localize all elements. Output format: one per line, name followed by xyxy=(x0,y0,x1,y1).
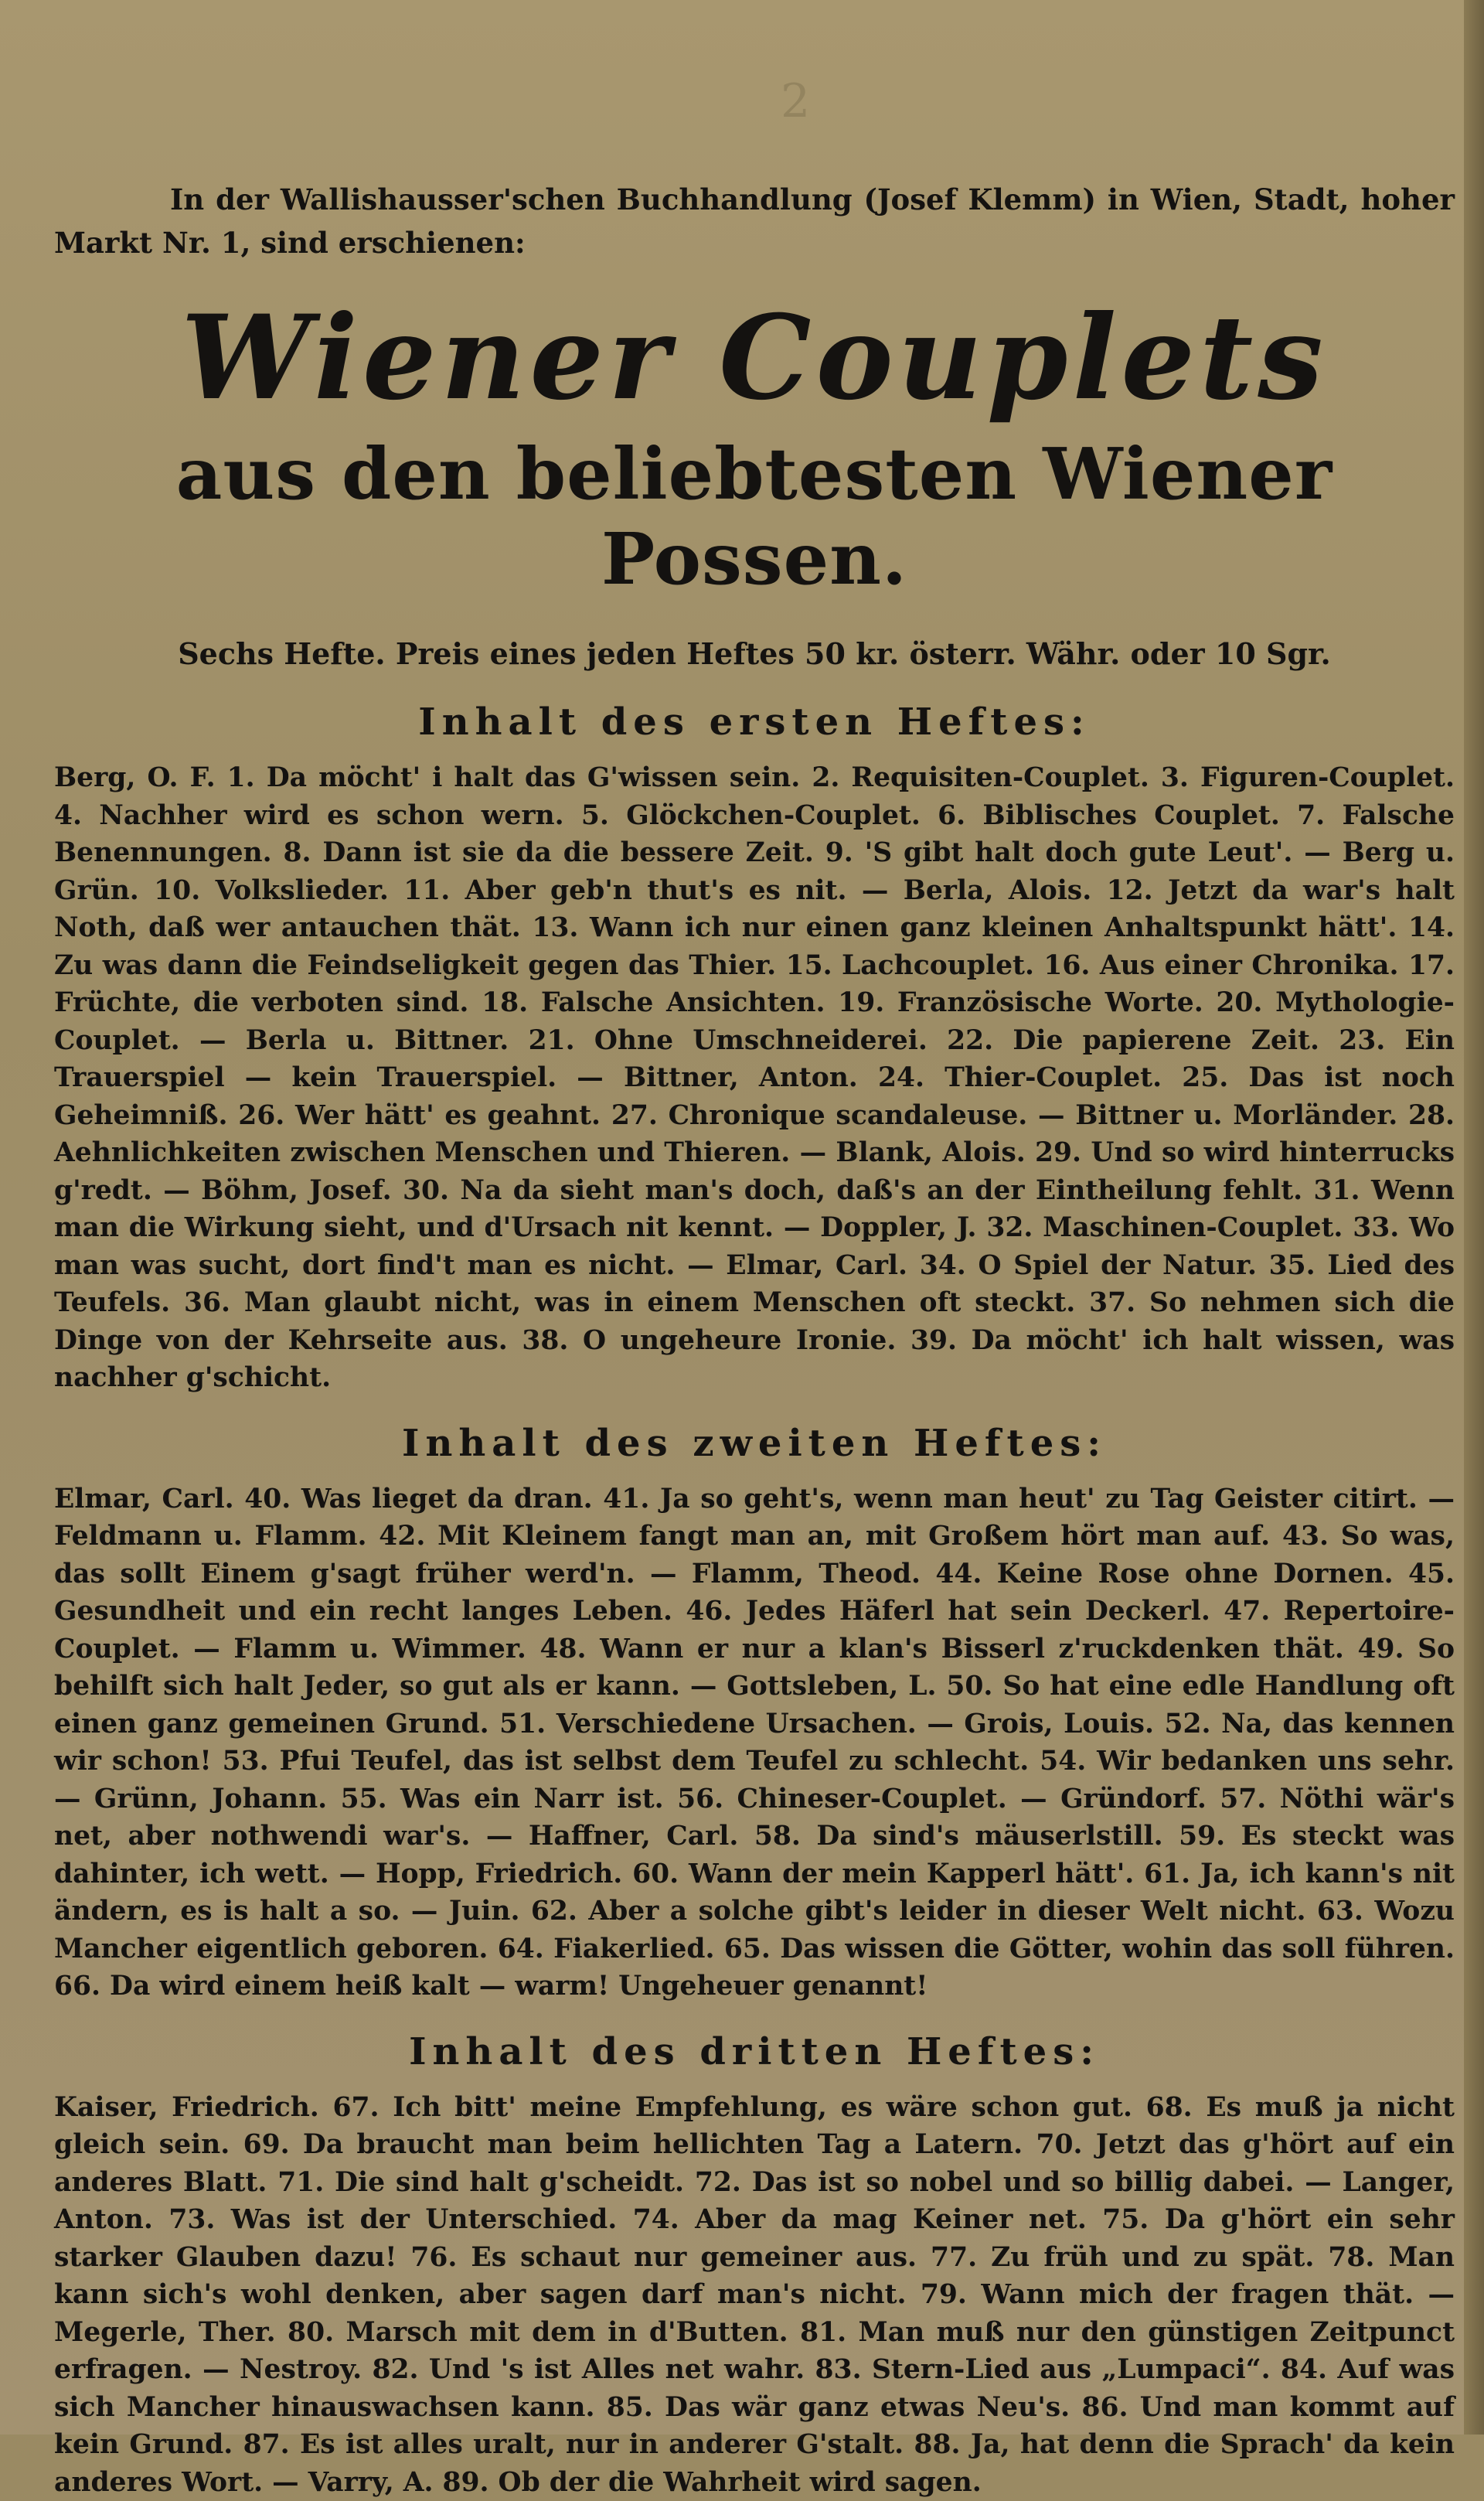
section-heading-second: Inhalt des zweiten Heftes: xyxy=(54,1417,1455,1470)
section-body-third: Kaiser, Friedrich. 67. Ich bitt' meine Empfehlung, es wäre schon gut. 68. Es muß ja nicht gleich sein. 69. Da braucht man beim hellichten Tag a Latern. 70. Jetzt das g'hört auf ein anderes Blatt. 71. Die sind halt g'scheidt. 72. Das ist so nobel und so billig dabei. — Langer, Anton. 73. Was ist der Unterschied. 74. Aber da mag Keiner net. 75. Da g'hört ein sehr starker Glauben dazu! 76. Es schaut nur gemeiner aus. 77. Zu früh und zu spät. 78. Man kann sich's wohl denken, aber sagen darf man's nicht. 79. Wann mich der fragen thät. — Megerle, Ther. 80. Marsch mit dem in d'Butten. 81. Man muß nur den günstigen Zeitpunct erfragen. — Nestroy. 82. Und 's ist Alles net wahr. 83. Stern-Lied aus „Lumpaci“. 84. Auf was sich Mancher hinauswachsen kann. 85. Das wär ganz etwas Neu's. 86. Und man kommt auf kein Grund. 87. Es ist alles uralt, nur in anderer G'stalt. 88. Ja, hat denn die Sprach' da kein anderes Wort. — Varry, A. 89. Ob der die Wahrheit wird sagen. xyxy=(54,2089,1455,2501)
main-title: Wiener Couplets xyxy=(54,292,1455,424)
section-heading-first: Inhalt des ersten Heftes: xyxy=(54,696,1455,748)
subtitle: aus den beliebtesten Wiener Possen. xyxy=(54,431,1455,601)
section-body-first: Berg, O. F. 1. Da möcht' i halt das G'wissen sein. 2. Requisiten-Couplet. 3. Figuren-Couplet. 4. Nachher wird es schon wern. 5. Glöckchen-Couplet. 6. Biblisches Couplet. 7. Falsche Benennungen. 8. Dann ist sie da die bessere Zeit. 9. 'S gibt halt doch gute Leut'. — Berg u. Grün. 10. Volkslieder. 11. Aber geb'n thut's es nit. — Berla, Alois. 12. Jetzt da war's halt Noth, daß wer antauchen thät. 13. Wann ich nur einen ganz kleinen Anhaltspunkt hätt'. 14. Zu was dann die Feindseligkeit gegen das Thier. 15. Lachcouplet. 16. Aus einer Chronika. 17. Früchte, die verboten sind. 18. Falsche Ansichten. 19. Französische Worte. 20. Mythologie-Couplet. — Berla u. Bittner. 21. Ohne Umschneiderei. 22. Die papierene Zeit. 23. Ein Trauerspiel — kein Trauerspiel. — Bittner, Anton. 24. Thier-Couplet. 25. Das ist noch Geheimniß. 26. Wer hätt' es geahnt. 27. Chronique scandaleuse. — Bittner u. Morländer. 28. Aehnlichkeiten zwischen Menschen und Thieren. — Blank, Alois. 29. Und so wird hinterrucks g'redt. — Böhm, Josef. 30. Na da sieht man's doch, daß's an der Eintheilung fehlt. 31. Wenn man die Wirkung sieht, und d'Ursach nit kennt. — Doppler, J. 32. Maschinen-Couplet. 33. Wo man was sucht, dort find't man es nicht. — Elmar, Carl. 34. O Spiel der Natur. 35. Lied des Teufels. 36. Man glaubt nicht, was in einem Menschen oft steckt. 37. So nehmen sich die Dinge von der Kehrseite aus. 38. O ungeheure Ironie. 39. Da möcht' ich halt wissen, was nachher g'schicht. xyxy=(54,759,1455,1397)
section-body-second: Elmar, Carl. 40. Was lieget da dran. 41. Ja so geht's, wenn man heut' zu Tag Geister citirt. — Feldmann u. Flamm. 42. Mit Kleinem fangt man an, mit Großem hört man auf. 43. So was, das sollt Einem g'sagt früher werd'n. — Flamm, Theod. 44. Keine Rose ohne Dornen. 45. Gesundheit und ein recht langes Leben. 46. Jedes Häferl hat sein Deckerl. 47. Repertoire-Couplet. — Flamm u. Wimmer. 48. Wann er nur a klan's Bisserl z'ruckdenken thät. 49. So behilft sich halt Jeder, so gut als er kann. — Gottsleben, L. 50. So hat eine edle Handlung oft einen ganz gemeinen Grund. 51. Verschiedene Ursachen. — Grois, Louis. 52. Na, das kennen wir schon! 53. Pfui Teufel, das ist selbst dem Teufel zu schlecht. 54. Wir bedanken uns sehr. — Grünn, Johann. 55. Was ein Narr ist. 56. Chineser-Couplet. — Gründorf. 57. Nöthi wär's net, aber nothwendi war's. — Haffner, Carl. 58. Da sind's mäuserlstill. 59. Es steckt was dahinter, ich wett. — Hopp, Friedrich. 60. Wann der mein Kapperl hätt'. 61. Ja, ich kann's nit ändern, es is halt a so. — Juin. 62. Aber a solche gibt's leider in dieser Welt nicht. 63. Wozu Mancher eigentlich geboren. 64. Fiakerlied. 65. Das wissen die Götter, wohin das soll führen. 66. Da wird einem heiß kalt — warm! Ungeheuer genannt! xyxy=(54,1480,1455,2005)
section-heading-third: Inhalt des dritten Heftes: xyxy=(54,2026,1455,2078)
advertisement-content xyxy=(54,178,1455,2501)
page-edge-shadow xyxy=(1464,0,1484,2435)
price-line: Sechs Hefte. Preis eines jeden Heftes 50 kr. österr. Währ. oder 10 Sgr. xyxy=(54,632,1455,676)
bleed-through-mark: 2 xyxy=(781,74,810,128)
publisher-intro: In der Wallishausser'schen Buchhandlung (Josef Klemm) in Wien, Stadt, hoher Markt Nr. 1, sind erschienen: xyxy=(54,178,1455,264)
